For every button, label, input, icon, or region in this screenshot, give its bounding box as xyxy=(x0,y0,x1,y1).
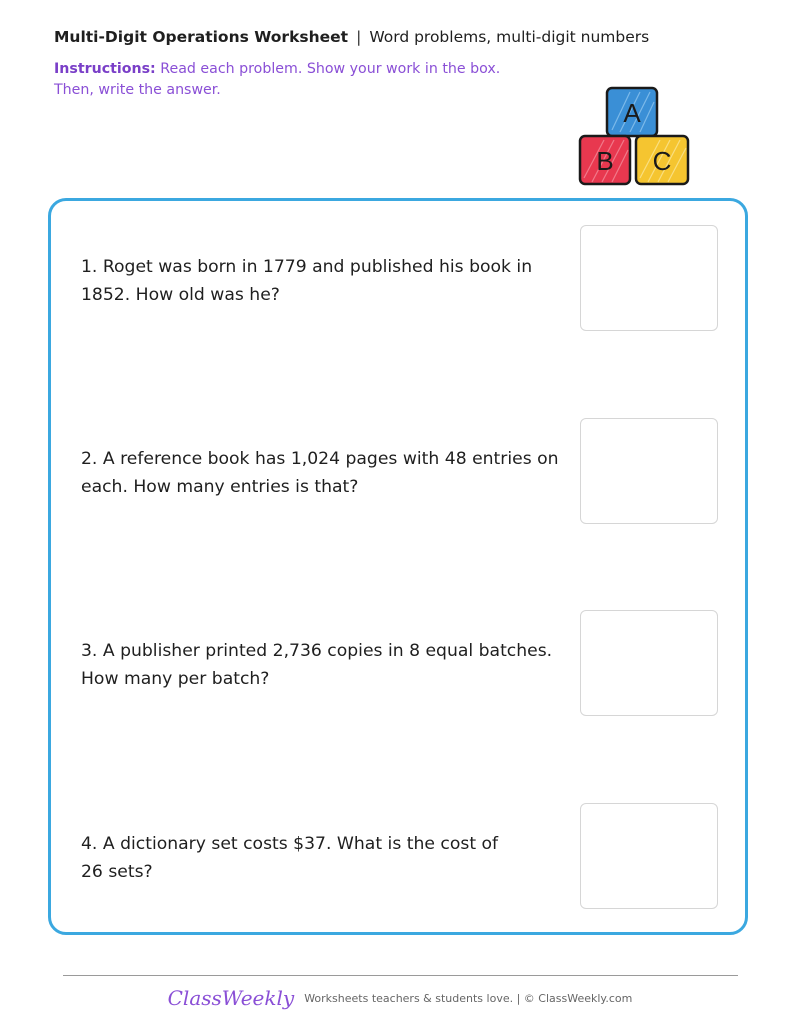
instructions-text: Read each problem. Show your work in the box. Then, write the answer. xyxy=(54,61,501,98)
problem-1-text: 1. Roget was born in 1779 and published his book in 1852. How old was he? xyxy=(81,257,533,305)
answer-box-1[interactable] xyxy=(580,225,718,331)
worksheet-title: Multi-Digit Operations Worksheet xyxy=(54,28,349,46)
block-b-letter: B xyxy=(596,146,614,176)
block-c xyxy=(636,136,688,184)
instructions-label: Instructions: xyxy=(54,61,156,77)
footer-divider xyxy=(63,975,738,976)
problem-2-text: 2. A reference book has 1,024 pages with 48 entries on each. How many entries is that? xyxy=(81,449,559,497)
problem-4-text: 4. A dictionary set costs $37. What is the cost of 26 sets? xyxy=(81,834,499,882)
brand-logo: ClassWeekly xyxy=(167,986,295,1010)
block-a-letter: A xyxy=(623,98,641,128)
footer-tagline: Worksheets teachers & students love. | © ClassWeekly.com xyxy=(304,991,633,1005)
block-b xyxy=(580,136,630,184)
answer-box-2[interactable] xyxy=(580,418,718,524)
answer-box-3[interactable] xyxy=(580,610,718,716)
footer xyxy=(0,986,800,1010)
page-header xyxy=(54,28,649,46)
block-c-letter: C xyxy=(652,146,672,176)
abc-blocks-illustration xyxy=(574,84,696,190)
answer-box-4[interactable] xyxy=(580,803,718,909)
block-a xyxy=(607,88,657,136)
worksheet-subtitle: Word problems, multi-digit numbers xyxy=(369,28,650,46)
header-separator: | xyxy=(356,28,362,46)
problem-3-text: 3. A publisher printed 2,736 copies in 8 equal batches. How many per batch? xyxy=(81,641,553,689)
instructions xyxy=(54,59,534,101)
